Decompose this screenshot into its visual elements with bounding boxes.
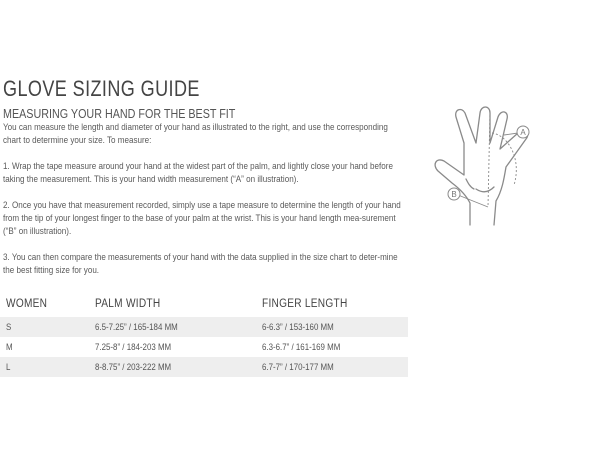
step-1-paragraph: 1. Wrap the tape measure around your hand at the widest part of the palm, and lightly close your hand before taking the measurement. This is your hand width measurement (“A” on illustration).: [3, 161, 393, 185]
label-b: B: [451, 190, 457, 199]
step-3-paragraph: 3. You can then compare the measurements of your hand with the data supplied in the size chart to deter-mine the best fitting size for you.: [3, 252, 398, 276]
palm-width-cell: 6.5-7.25” / 165-184 MM: [95, 322, 178, 332]
finger-length-cell: 6.3-6.7” / 161-169 MM: [262, 342, 341, 352]
finger-length-cell: 6-6.3” / 153-160 MM: [262, 322, 334, 332]
size-cell: L: [6, 362, 11, 372]
size-table: [0, 296, 408, 377]
header-palm-width: PALM WIDTH: [95, 298, 161, 310]
table-row: [0, 337, 408, 357]
table-row: [0, 317, 408, 337]
palm-width-cell: 8-8.75” / 203-222 MM: [95, 362, 172, 372]
size-cell: M: [6, 342, 13, 352]
palm-width-cell: 7.25-8” / 184-203 MM: [95, 342, 172, 352]
intro-paragraph: You can measure the length and diameter of your hand as illustrated to the right, and use the corresponding chart to determine your size. To measure:: [3, 122, 388, 146]
header-finger-length: FINGER LENGTH: [262, 298, 348, 310]
measure-b-pointer: [458, 195, 488, 207]
step-2-paragraph: 2. Once you have that measurement recorded, simply use a tape measure to determine the length of your hand from the tip of your longest finger to the base of your palm at the wrist. This is your hand length mea-surement (“B” on illustration).: [3, 200, 401, 237]
table-row: [0, 357, 408, 377]
finger-length-cell: 6.7-7” / 170-177 MM: [262, 362, 334, 372]
hand-outline: [435, 107, 528, 225]
label-a: A: [520, 128, 526, 137]
header-women: WOMEN: [6, 298, 48, 310]
palm-crease: [476, 187, 494, 192]
size-cell: S: [6, 322, 12, 332]
page-title: GLOVE SIZING GUIDE: [3, 76, 200, 101]
table-header-row: [0, 296, 408, 314]
thumb-crease: [466, 179, 474, 189]
hand-measurement-illustration: [430, 103, 600, 228]
section-subtitle: MEASURING YOUR HAND FOR THE BEST FIT: [3, 107, 236, 121]
